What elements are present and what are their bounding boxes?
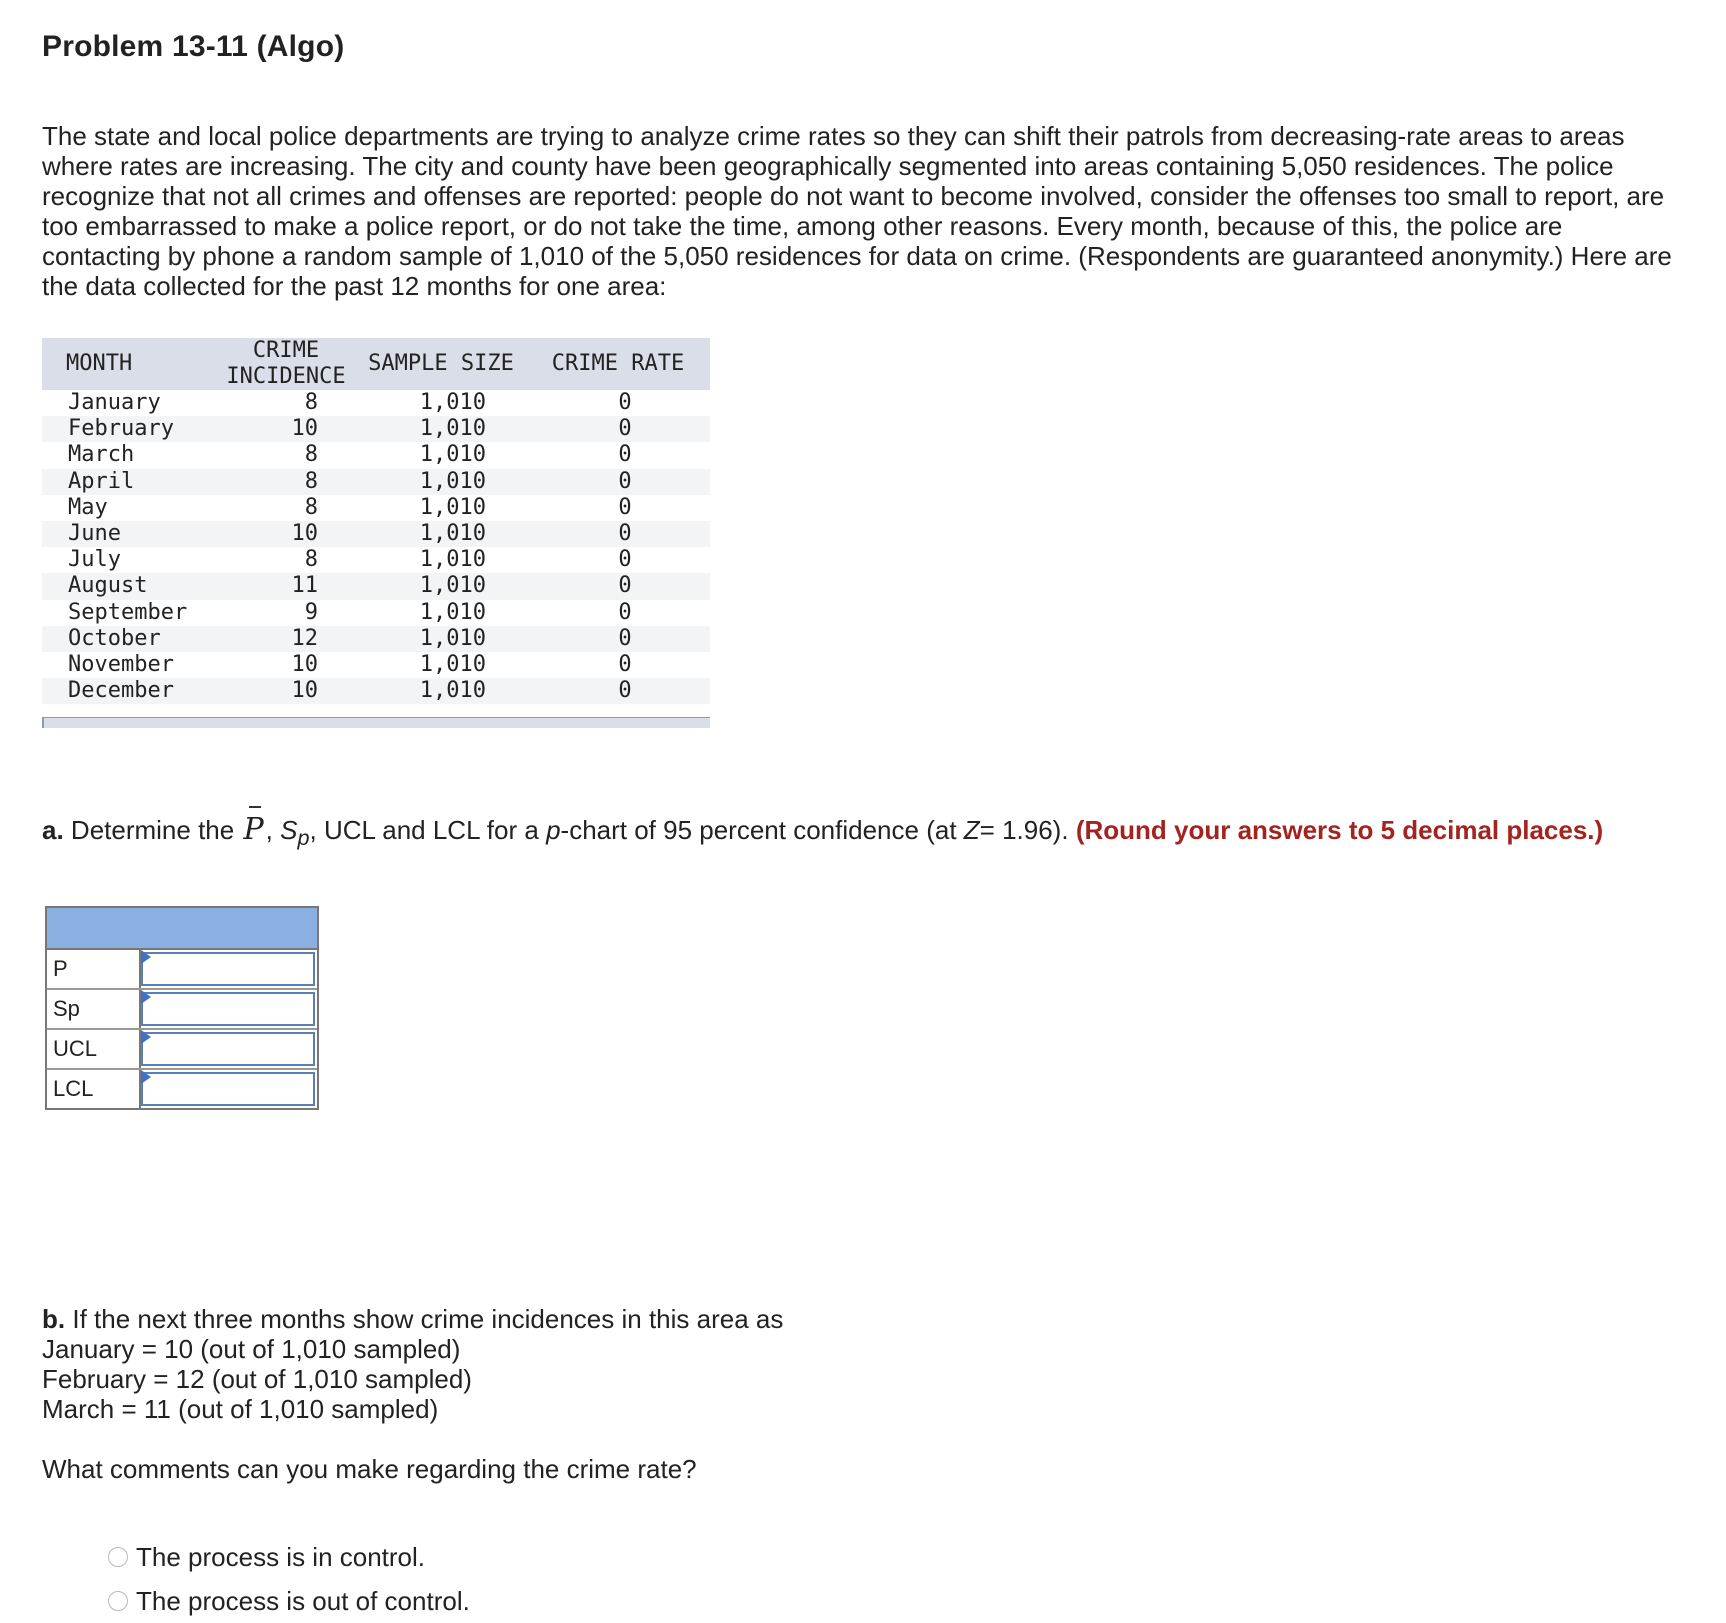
header-incidence-line1: CRIME (252, 338, 320, 363)
crime-data-table (42, 338, 710, 728)
answer-row-ucl (47, 1030, 317, 1070)
month-cell: March (68, 442, 135, 468)
table-row (42, 521, 710, 547)
month-cell: September (68, 599, 188, 625)
part-a-label: a. (42, 815, 64, 846)
incidence-cell: 8 (304, 390, 318, 416)
sample-size-cell: 1,010 (419, 416, 486, 442)
incidence-cell: 10 (291, 678, 318, 704)
month-cell: December (68, 678, 174, 704)
month-cell: May (68, 494, 108, 520)
sample-size-cell: 1,010 (419, 547, 486, 573)
p-bar-symbol: P (243, 810, 263, 850)
crime-rate-cell: 0 (618, 468, 632, 494)
incidence-cell: 8 (304, 442, 318, 468)
table-footer-bar (42, 717, 710, 728)
incidence-cell: 10 (291, 521, 318, 547)
month-cell: April (68, 468, 135, 494)
page-title: Problem 13-11 (Algo) (42, 30, 345, 63)
header-sample-size: SAMPLE SIZE (368, 351, 514, 376)
answer-cell (141, 950, 317, 988)
s-subscript: p (297, 825, 310, 851)
header-crime-rate: CRIME RATE (551, 351, 685, 376)
part-b-question: What comments can you make regarding the crime rate? (42, 1454, 697, 1485)
crime-rate-cell: 0 (618, 625, 632, 651)
month-cell: August (68, 573, 148, 599)
sample-size-cell: 1,010 (419, 678, 486, 704)
sample-size-cell: 1,010 (419, 573, 486, 599)
answer-row-sp (47, 990, 317, 1030)
answer-input-sp[interactable] (141, 992, 315, 1026)
incidence-cell: 9 (304, 599, 318, 625)
flag-icon (141, 1030, 151, 1044)
answer-table-header (47, 908, 317, 950)
crime-rate-cell: 0 (618, 390, 632, 416)
crime-rate-cell: 0 (618, 599, 632, 625)
p-italic: p (546, 815, 561, 846)
problem-intro: The state and local police departments are trying to analyze crime rates so they can shift their patrols from decreasing-rate areas to areas where rates are increasing. The city and county have been geographically segmented into areas containing 5,050 residences. The police recognize that not all crimes and offenses are reported: people do not want to become involved, consider the offenses too small to report, are too embarrassed to make a police report, or do not take the time, among other reasons. Every month, because of this, the police are contacting by phone a random sample of 1,010 of the 5,050 residences for data on crime. (Respondents are guaranteed anonymity.) Here are the data collected for the past 12 months for one area: (42, 121, 1672, 301)
option-label: The process is in control. (136, 1541, 426, 1572)
table-row (42, 469, 710, 495)
table-row (42, 652, 710, 678)
table-row (42, 390, 710, 416)
flag-icon (141, 1070, 151, 1084)
option-out-of-control[interactable] (108, 1579, 1682, 1623)
table-row (42, 678, 710, 704)
incidence-cell: 8 (304, 547, 318, 573)
crime-rate-cell: 0 (618, 442, 632, 468)
answer-cell (141, 1070, 317, 1108)
answer-label: LCL (47, 1070, 141, 1108)
sample-size-cell: 1,010 (419, 390, 486, 416)
incidence-cell: 10 (291, 651, 318, 677)
incidence-cell: 10 (291, 416, 318, 442)
month-cell: November (68, 651, 174, 677)
crime-rate-cell: 0 (618, 547, 632, 573)
part-b-line-february: February = 12 (out of 1,010 sampled) (42, 1364, 472, 1395)
answer-label: UCL (47, 1030, 141, 1068)
table-header-row (42, 338, 710, 390)
answer-table (45, 906, 319, 1110)
table-row (42, 573, 710, 599)
table-row (42, 600, 710, 626)
part-b-line-march: March = 11 (out of 1,010 sampled) (42, 1394, 439, 1425)
incidence-cell: 8 (304, 494, 318, 520)
part-a-text-before: Determine the (70, 815, 235, 846)
header-incidence (216, 338, 356, 390)
sample-size-cell: 1,010 (419, 468, 486, 494)
header-incidence-line2: INCIDENCE (226, 364, 346, 389)
crime-rate-cell: 0 (618, 494, 632, 520)
month-cell: October (68, 625, 161, 651)
option-in-control[interactable] (108, 1535, 1682, 1579)
part-a-comma: , (265, 815, 273, 846)
crime-rate-cell: 0 (618, 521, 632, 547)
sample-size-cell: 1,010 (419, 521, 486, 547)
answer-cell (141, 990, 317, 1028)
table-row (42, 495, 710, 521)
part-b-line-january: January = 10 (out of 1,010 sampled) (42, 1334, 461, 1365)
radio-button[interactable] (108, 1591, 128, 1611)
part-b-text: If the next three months show crime incidences in this area as (72, 1304, 784, 1335)
s-symbol: S (280, 815, 298, 846)
problem-page (42, 30, 1682, 1623)
sample-size-cell: 1,010 (419, 625, 486, 651)
answer-cell (141, 1030, 317, 1068)
crime-rate-cell: 0 (618, 651, 632, 677)
crime-rate-cell: 0 (618, 416, 632, 442)
radio-button[interactable] (108, 1547, 128, 1567)
answer-label: Sp (47, 990, 141, 1028)
answer-input-ucl[interactable] (141, 1032, 315, 1066)
sample-size-cell: 1,010 (419, 442, 486, 468)
incidence-cell: 11 (291, 573, 318, 599)
flag-icon (141, 950, 151, 964)
part-a-text-chart: -chart of 95 percent confidence (at (560, 815, 957, 846)
answer-row-p (47, 950, 317, 990)
answer-row-lcl (47, 1070, 317, 1108)
sample-size-cell: 1,010 (419, 599, 486, 625)
header-month: MONTH (66, 351, 133, 376)
incidence-cell: 12 (291, 625, 318, 651)
answer-label: P (47, 950, 141, 988)
sample-size-cell: 1,010 (419, 651, 486, 677)
flag-icon (141, 990, 151, 1004)
part-b-prompt (42, 1304, 1682, 1424)
table-row (42, 442, 710, 468)
table-row (42, 416, 710, 442)
sample-size-cell: 1,010 (419, 494, 486, 520)
round-note: (Round your answers to 5 decimal places.) (1075, 815, 1604, 846)
option-label: The process is out of control. (136, 1585, 470, 1616)
table-row (42, 626, 710, 652)
z-symbol: Z (963, 815, 980, 846)
z-value: = 1.96). (979, 815, 1069, 846)
crime-rate-cell: 0 (618, 573, 632, 599)
crime-rate-cell: 0 (618, 678, 632, 704)
part-b-label: b. (42, 1304, 66, 1335)
answer-input-p[interactable] (141, 952, 315, 986)
part-a-prompt (42, 810, 1682, 858)
answer-input-lcl[interactable] (141, 1072, 315, 1106)
part-a-text-after: , UCL and LCL for a (309, 815, 539, 846)
month-cell: January (68, 390, 161, 416)
incidence-cell: 8 (304, 468, 318, 494)
table-row (42, 547, 710, 573)
month-cell: July (68, 547, 121, 573)
month-cell: June (68, 521, 121, 547)
month-cell: February (68, 416, 174, 442)
